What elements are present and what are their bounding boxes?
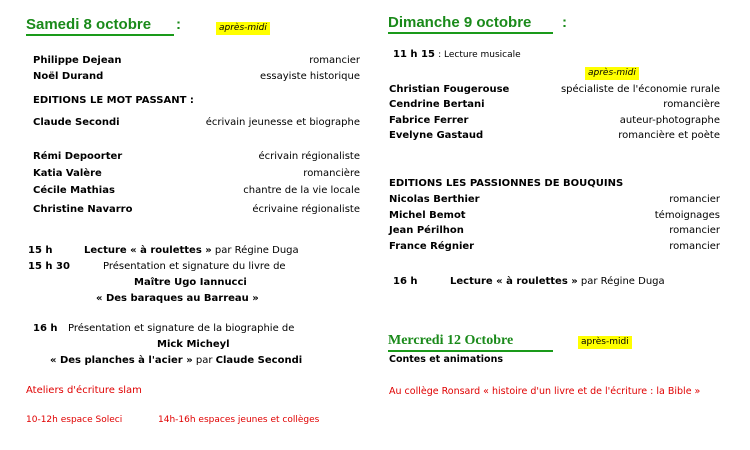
event-time-16h: 16 h [33,323,58,334]
saturday-underline [26,34,174,36]
wednesday-subtitle: Contes et animations [389,354,503,365]
author-role: écrivaine régionaliste [252,204,360,215]
author-name: Cécile Mathias [33,185,115,196]
author-role: témoignages [654,210,720,221]
author-role: auteur-photographe [619,115,720,126]
event-person-micheyl: Mick Micheyl [157,339,230,350]
sunday-afternoon-tag: après-midi [585,67,639,80]
editions-passionnes: EDITIONS LES PASSIONNES DE BOUQUINS [389,178,624,189]
event-biography-text: Présentation et signature de la biographie de [68,323,295,334]
author-name: Cendrine Bertani [389,99,485,110]
author-name: Nicolas Berthier [389,194,480,205]
author-name: France Régnier [389,241,475,252]
author-role: essayiste historique [260,71,360,82]
author-role: écrivain régionaliste [258,151,360,162]
event-reading-roulettes: Lecture « à roulettes » par Régine Duga [450,276,665,287]
author-name: Katia Valère [33,168,102,179]
author-role: romancière [303,168,360,179]
saturday-afternoon-tag: après-midi [216,22,270,35]
wednesday-title: Mercredi 12 Octobre [388,333,514,348]
event-time-16h: 16 h [393,276,418,287]
author-name: Christine Navarro [33,204,133,215]
workshop-slot-2: 14h-16h espaces jeunes et collèges [158,415,320,425]
author-role: romancier [669,225,720,236]
author-role: écrivain jeunesse et biographe [205,117,360,128]
slam-workshops: Ateliers d'écriture slam [26,385,142,396]
author-name: Rémi Depoorter [33,151,123,162]
event-reading-roulettes: Lecture « à roulettes » par Régine Duga [84,245,299,256]
event-author-iannucci: Maître Ugo Iannucci [134,277,247,288]
author-name: Christian Fougerouse [389,84,510,95]
author-role: spécialiste de l'économie rurale [560,84,720,95]
author-role: chantre de la vie locale [243,185,360,196]
author-name: Claude Secondi [33,117,120,128]
sunday-underline [388,32,553,34]
wednesday-afternoon-tag: après-midi [578,336,632,349]
author-name: Fabrice Ferrer [389,115,469,126]
sunday-colon: : [562,14,567,31]
author-name: Philippe Dejean [33,55,122,66]
author-name: Evelyne Gastaud [389,130,484,141]
editions-mot-passant: EDITIONS LE MOT PASSANT : [33,95,194,106]
author-name: Noël Durand [33,71,104,82]
author-role: romancier [309,55,360,66]
event-time-15h30: 15 h 30 [28,261,70,272]
saturday-title: Samedi 8 octobre [26,16,152,33]
event-musical-reading: 11 h 15 : Lecture musicale [393,49,521,60]
workshop-slot-1: 10-12h espace Soleci [26,415,123,425]
author-role: romancière et poète [618,130,720,141]
author-role: romancier [669,194,720,205]
author-role: romancière [663,99,720,110]
event-presentation-text: Présentation et signature du livre de [103,261,286,272]
saturday-colon: : [176,16,181,33]
event-time-15h: 15 h [28,245,53,256]
author-name: Jean Périlhon [389,225,464,236]
author-name: Michel Bemot [389,210,466,221]
event-book-baraques: « Des baraques au Barreau » [96,293,259,304]
wednesday-underline [388,350,553,352]
event-book-planches: « Des planches à l'acier » par Claude Secondi [50,355,303,366]
author-role: romancier [669,241,720,252]
wednesday-description: Au collège Ronsard « histoire d'un livre et de l'écriture : la Bible » [389,386,701,397]
sunday-title: Dimanche 9 octobre [388,14,532,31]
